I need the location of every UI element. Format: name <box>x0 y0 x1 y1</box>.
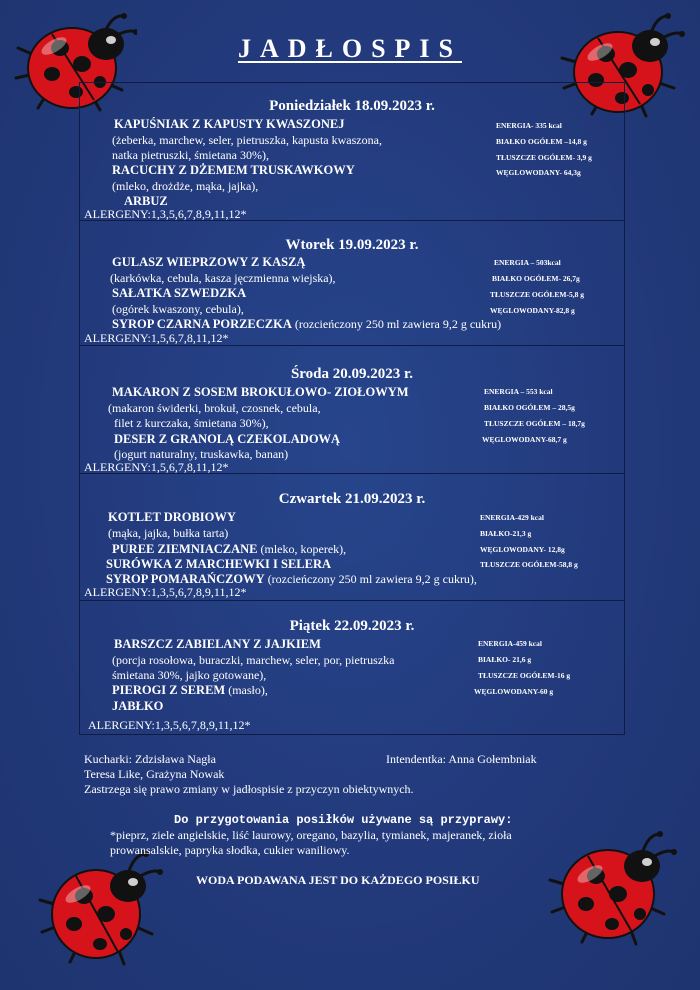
day-monday <box>80 83 624 221</box>
nutrition-energy: ENERGIA – 553 kcal <box>484 387 553 396</box>
day-thursday <box>80 474 624 601</box>
water-note: WODA PODAWANA JEST DO KAŻDEGO POSIŁKU <box>196 873 480 887</box>
nutrition-fat: TŁUSZCZE OGÓŁEM – 18,7g <box>484 419 585 428</box>
nutrition-fat: TŁUSZCZE OGÓŁEM-5,8 g <box>490 290 584 299</box>
dish-name: ARBUZ <box>124 194 168 208</box>
dish-ingredients: (jogurt naturalny, truskawka, banan) <box>114 447 289 461</box>
dish-ingredients: (rozcieńczony 250 ml zawiera 9,2 g cukru), <box>264 572 477 586</box>
nutrition-protein: BIAŁKO OGÓŁEM- 26,7g <box>492 274 580 283</box>
dish-ingredients: (mleko, koperek), <box>257 542 347 556</box>
ladybug-bottom-left-icon <box>38 848 163 968</box>
dish-name: KOTLET DROBIOWY <box>108 510 236 524</box>
nutrition-fat: TŁUSZCZE OGÓŁEM-16 g <box>478 671 571 680</box>
spices-line-1: *pieprz, ziele angielskie, liść laurowy, oregano, bazylia, tymianek, majeranek, zioła <box>110 828 512 842</box>
dish-name: PUREE ZIEMNIACZANE <box>112 542 258 556</box>
dish-name: BARSZCZ ZABIELANY Z JAJKIEM <box>114 637 321 651</box>
dish-ingredients: (porcja rosołowa, buraczki, marchew, seler, por, pietruszka <box>112 653 395 667</box>
dish-ingredients: (masło), <box>225 683 268 697</box>
spices-heading: Do przygotowania posiłków używane są przyprawy: <box>174 813 513 827</box>
allergens: ALERGENY:1,3,5,6,7,8,9,11,12* <box>84 585 247 599</box>
allergens: ALERGENY:1,3,5,6,7,8,9,11,12* <box>88 718 251 732</box>
dish-name: JABŁKO <box>112 699 164 713</box>
dish-name: GULASZ WIEPRZOWY Z KASZĄ <box>112 255 306 269</box>
nutrition-carbs: WĘGLOWODANY- 64,3g <box>496 168 581 177</box>
allergens: ALERGENY:1,5,6,7,8,11,12* <box>84 331 229 345</box>
dish-name: SURÓWKA Z MARCHEWKI I SELERA <box>106 557 332 571</box>
cooks-line-2: Teresa Like, Grażyna Nowak <box>84 767 225 781</box>
day-wednesday <box>80 346 624 474</box>
dish-name: SYROP CZARNA PORZECZKA <box>112 317 292 331</box>
nutrition-carbs: WĘGLOWODANY-82,8 g <box>490 306 575 315</box>
page-title: JADŁOSPIS <box>237 34 463 63</box>
nutrition-carbs: WĘGLOWODANY-68,7 g <box>482 435 567 444</box>
dish-name: PIEROGI Z SEREM <box>112 683 226 697</box>
day-date: Poniedziałek 18.09.2023 r. <box>269 98 435 114</box>
day-date: Wtorek 19.09.2023 r. <box>285 237 419 253</box>
nutrition-protein: BIAŁKO- 21,6 g <box>478 655 532 664</box>
dish-name: SAŁATKA SZWEDZKA <box>112 286 247 300</box>
day-tuesday <box>80 221 624 346</box>
dish-line <box>112 317 501 331</box>
nutrition-protein: BIAŁKO OGÓŁEM – 28,5g <box>484 403 575 412</box>
day-date: Piątek 22.09.2023 r. <box>289 618 415 634</box>
dish-name: KAPUŚNIAK Z KAPUSTY KWASZONEJ <box>114 117 345 131</box>
allergens: ALERGENY:1,5,6,7,8,11,12* <box>84 460 229 474</box>
dish-line <box>112 683 268 697</box>
dish-ingredients: (ogórek kwaszony, cebula), <box>112 302 244 316</box>
nutrition-energy: ENERGIA-429 kcal <box>480 513 544 522</box>
dish-line <box>112 542 346 556</box>
spices-line-2: prowansalskie, papryka słodka, cukier waniliowy. <box>110 843 350 857</box>
dish-ingredients: (makaron świderki, brokuł, czosnek, cebula, <box>108 401 321 415</box>
nutrition-carbs: WĘGLOWODANY-60 g <box>474 687 554 696</box>
nutrition-protein: BIAŁKO OGÓŁEM –14,8 g <box>496 137 587 146</box>
dish-line <box>106 572 477 586</box>
dish-name: RACUCHY Z DŻEMEM TRUSKAWKOWY <box>112 163 355 177</box>
cooks-line-1: Kucharki: Zdzisława Nagła <box>84 752 216 766</box>
day-friday <box>80 601 624 736</box>
dish-ingredients: (mleko, drożdże, mąka, jajka), <box>112 179 259 193</box>
disclaimer: Zastrzega się prawo zmiany w jadłospisie z przyczyn obiektywnych. <box>84 782 414 796</box>
nutrition-energy: ENERGIA-459 kcal <box>478 639 542 648</box>
dish-ingredients: filet z kurczaka, śmietana 30%), <box>114 416 269 430</box>
nutrition-fat: TŁUSZCZE OGÓŁEM-58,8 g <box>480 560 578 569</box>
dish-name: SYROP POMARAŃCZOWY <box>106 572 265 586</box>
dish-ingredients: śmietana 30%, jajko gotowane), <box>112 668 267 682</box>
nutrition-energy: ENERGIA- 335 kcal <box>496 121 562 130</box>
nutrition-carbs: WĘGLOWODANY- 12,8g <box>480 545 565 554</box>
nutrition-fat: TŁUSZCZE OGÓŁEM- 3,9 g <box>496 153 592 162</box>
manager: Intendentka: Anna Gołembniak <box>386 752 537 766</box>
nutrition-protein: BIAŁKO-21,3 g <box>480 529 532 538</box>
dish-name: DESER Z GRANOLĄ CZEKOLADOWĄ <box>114 432 341 446</box>
allergens: ALERGENY:1,3,5,6,7,8,9,11,12* <box>84 207 247 221</box>
day-date: Środa 20.09.2023 r. <box>290 366 414 382</box>
menu-table <box>79 82 625 735</box>
day-date: Czwartek 21.09.2023 r. <box>278 491 426 507</box>
dish-ingredients: (rozcieńczony 250 ml zawiera 9,2 g cukru) <box>291 317 502 331</box>
dish-ingredients: (żeberka, marchew, seler, pietruszka, kapusta kwaszona, <box>112 133 382 147</box>
ladybug-bottom-right-icon <box>548 826 678 946</box>
dish-ingredients: (karkówka, cebula, kasza jęczmienna wiejska), <box>110 271 336 285</box>
dish-ingredients: (mąka, jajka, bułka tarta) <box>108 526 229 540</box>
nutrition-energy: ENERGIA – 503kcal <box>494 258 561 267</box>
dish-name: MAKARON Z SOSEM BROKUŁOWO- ZIOŁOWYM <box>112 385 409 399</box>
dish-ingredients: natka pietruszki, śmietana 30%), <box>112 148 269 162</box>
